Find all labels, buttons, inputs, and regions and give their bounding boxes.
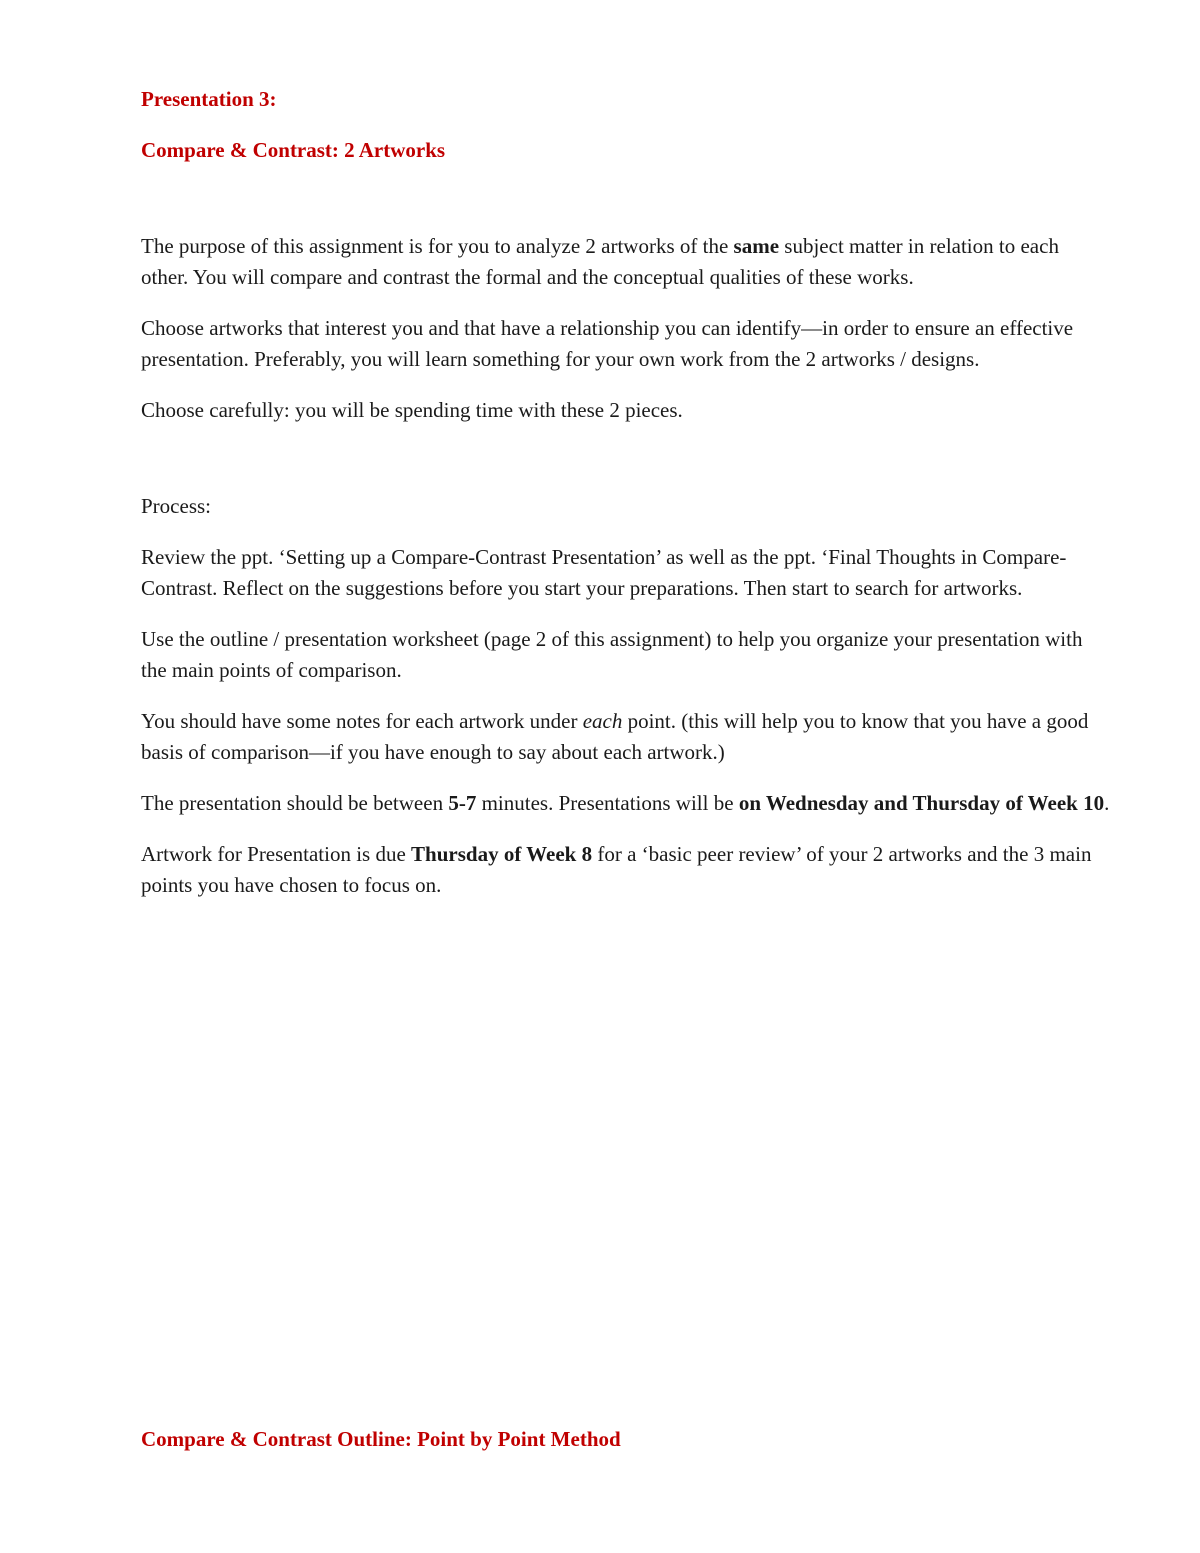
choose-artworks-paragraph: Choose artworks that interest you and that have a relationship you can identify—in order to ensure an effective presentation. Preferably, you will learn something for your own work from the 2 artworks / designs. <box>141 316 1074 371</box>
outline-worksheet-paragraph: Use the outline / presentation worksheet (page 2 of this assignment) to help you organize your presentation with the main points of comparison. <box>141 627 1083 682</box>
process-label: Process: <box>141 494 211 518</box>
purpose-paragraph <box>141 231 1111 293</box>
notes-text-start: You should have some notes for each artwork under <box>141 709 583 733</box>
due-date-paragraph <box>141 839 1111 901</box>
choose-carefully-paragraph: Choose carefully: you will be spending time with these 2 pieces. <box>141 398 683 422</box>
notes-text-end: point. (this will help you to know that you have a good basis of comparison—if you have enough to say about each artwork.) <box>141 709 1089 764</box>
due-text-1: Artwork for Presentation is due <box>141 842 412 866</box>
document-body <box>141 84 1111 921</box>
review-ppt-paragraph: Review the ppt. ‘Setting up a Compare-Contrast Presentation’ as well as the ppt. ‘Final Thoughts in Compare-Contrast. Reflect on the suggestions before you start your preparations. Then start to search for artworks. <box>141 545 1067 600</box>
outline-heading: Compare & Contrast Outline: Point by Point Method <box>141 1427 621 1451</box>
purpose-emphasis: same <box>733 234 780 258</box>
purpose-text-start: The purpose of this assignment is for you to analyze 2 artworks of the <box>141 234 734 258</box>
document-subtitle: Compare & Contrast: 2 Artworks <box>141 138 446 162</box>
due-date: Thursday of Week 8 <box>411 842 593 866</box>
presentation-length-paragraph <box>141 788 1111 819</box>
notes-emphasis: each <box>582 709 623 733</box>
notes-paragraph <box>141 706 1111 768</box>
due-text-2: for a ‘basic peer review’ of your 2 artworks and the 3 main points you have chosen to focus on. <box>141 842 1092 897</box>
length-text-1: The presentation should be between <box>141 791 449 815</box>
document-title: Presentation 3: <box>141 87 277 111</box>
length-text-2: minutes. Presentations will be <box>476 791 739 815</box>
purpose-text-end: subject matter in relation to each other. You will compare and contrast the formal and the conceptual qualities of these works. <box>141 234 1059 289</box>
length-text-3: . <box>1104 791 1110 815</box>
presentation-days: on Wednesday and Thursday of Week 10 <box>738 791 1105 815</box>
length-minutes: 5-7 <box>448 791 477 815</box>
